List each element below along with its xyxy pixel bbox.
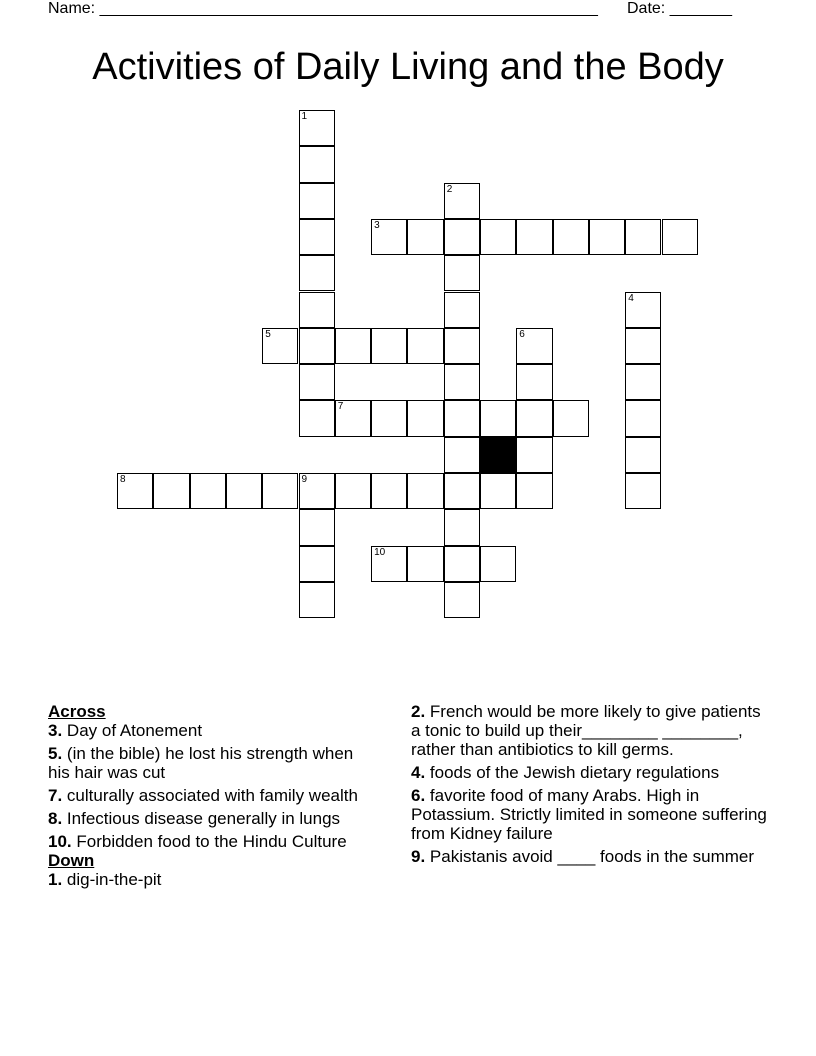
- clue-text: Forbidden food to the Hindu Culture: [76, 832, 347, 851]
- grid-cell[interactable]: [444, 328, 480, 364]
- grid-cell[interactable]: [625, 219, 661, 255]
- grid-cell[interactable]: [516, 364, 552, 400]
- grid-cell[interactable]: [553, 400, 589, 436]
- grid-cell[interactable]: [407, 546, 443, 582]
- date-field[interactable]: Date: _______: [627, 0, 732, 17]
- clue-text: culturally associated with family wealth: [66, 786, 358, 805]
- grid-cell[interactable]: [407, 400, 443, 436]
- grid-cell[interactable]: [299, 509, 335, 545]
- grid-cell[interactable]: [444, 509, 480, 545]
- clues-right-column: [411, 702, 771, 870]
- grid-cell[interactable]: [444, 255, 480, 291]
- clue-number-label: 5: [265, 328, 271, 340]
- grid-cell[interactable]: [480, 473, 516, 509]
- grid-cell[interactable]: [299, 110, 335, 146]
- clue-number-label: 6: [519, 328, 525, 340]
- grid-cell[interactable]: [589, 219, 625, 255]
- clue-number: 3.: [48, 721, 63, 740]
- clue-across-3: [48, 721, 368, 740]
- clue-across-5: [48, 744, 368, 782]
- grid-cell[interactable]: [480, 219, 516, 255]
- grid-cell[interactable]: [625, 328, 661, 364]
- grid-cell[interactable]: [371, 219, 407, 255]
- grid-cell[interactable]: [117, 473, 153, 509]
- clue-text: foods of the Jewish dietary regulations: [429, 763, 720, 782]
- grid-cell[interactable]: [226, 473, 262, 509]
- grid-cell[interactable]: [153, 473, 189, 509]
- clue-text: Day of Atonement: [66, 721, 203, 740]
- name-field[interactable]: Name: ________________________________________________________: [48, 0, 598, 17]
- page-title: Activities of Daily Living and the Body: [92, 46, 724, 88]
- clue-number-label: 10: [374, 546, 386, 558]
- grid-cell[interactable]: [662, 219, 698, 255]
- clue-number-label: 2: [446, 183, 453, 195]
- grid-cell[interactable]: [299, 364, 335, 400]
- clue-number: 7.: [48, 786, 63, 805]
- grid-cell[interactable]: [299, 400, 335, 436]
- clue-across-10: [48, 832, 368, 851]
- clue-number-label: 1: [301, 111, 308, 122]
- clue-text: dig-in-the-pit: [66, 870, 162, 889]
- clue-number-label: 3: [374, 219, 380, 231]
- clue-down-2: [411, 702, 771, 759]
- grid-cell[interactable]: [262, 473, 298, 509]
- grid-cell[interactable]: [335, 400, 371, 436]
- grid-cell[interactable]: [444, 183, 480, 219]
- grid-cell[interactable]: [444, 546, 480, 582]
- clues-left-column: [48, 702, 368, 893]
- grid-cell[interactable]: [299, 546, 335, 582]
- grid-cell[interactable]: [299, 292, 335, 328]
- grid-cell[interactable]: [299, 183, 335, 219]
- grid-cell[interactable]: [480, 400, 516, 436]
- clue-number: 10.: [48, 832, 72, 851]
- grid-cell[interactable]: [444, 400, 480, 436]
- grid-cell[interactable]: [625, 437, 661, 473]
- across-heading: Across: [48, 702, 106, 721]
- grid-cell[interactable]: [371, 473, 407, 509]
- grid-cell[interactable]: [299, 219, 335, 255]
- clue-number: 2.: [411, 702, 426, 721]
- clue-across-8: [48, 809, 368, 828]
- grid-cell[interactable]: [444, 364, 480, 400]
- clue-across-7: [48, 786, 368, 805]
- grid-cell[interactable]: [299, 255, 335, 291]
- clue-number: 6.: [411, 786, 426, 805]
- clue-down-6: [411, 786, 771, 843]
- grid-cell[interactable]: [262, 328, 298, 364]
- grid-cell[interactable]: [371, 328, 407, 364]
- grid-cell[interactable]: [516, 219, 552, 255]
- clue-down-9: [411, 847, 771, 866]
- grid-cell[interactable]: [516, 473, 552, 509]
- grid-cell[interactable]: [444, 292, 480, 328]
- clue-number: 9.: [411, 847, 426, 866]
- grid-cell[interactable]: [299, 473, 335, 509]
- clue-text: Pakistanis avoid ____ foods in the summer: [429, 847, 755, 866]
- grid-cell[interactable]: [371, 400, 407, 436]
- clue-number-label: 7: [337, 401, 344, 413]
- grid-cell[interactable]: [335, 328, 371, 364]
- clue-number-label: 8: [120, 474, 126, 485]
- grid-cell[interactable]: [190, 473, 226, 509]
- clue-text: (in the bible) he lost his strength when his hair was cut: [48, 744, 354, 782]
- grid-cell[interactable]: [516, 437, 552, 473]
- clue-down-4: [411, 763, 771, 782]
- grid-cell[interactable]: [553, 219, 589, 255]
- grid-cell[interactable]: [516, 328, 552, 364]
- grid-cell[interactable]: [335, 473, 371, 509]
- grid-cell[interactable]: [516, 400, 552, 436]
- clue-down-1: [48, 870, 368, 889]
- grid-cell[interactable]: [299, 146, 335, 182]
- grid-cell[interactable]: [371, 546, 407, 582]
- grid-cell[interactable]: [480, 546, 516, 582]
- clue-number: 1.: [48, 870, 63, 889]
- grid-cell[interactable]: [444, 473, 480, 509]
- clue-number-label: 4: [628, 292, 634, 304]
- grid-cell[interactable]: [407, 219, 443, 255]
- clue-number: 5.: [48, 744, 63, 763]
- black-cell: [480, 437, 516, 473]
- clue-number-label: 9: [301, 474, 308, 485]
- grid-cell[interactable]: [625, 400, 661, 436]
- clue-text: Infectious disease generally in lungs: [66, 809, 341, 828]
- grid-cell[interactable]: [299, 582, 335, 618]
- grid-cell[interactable]: [625, 292, 661, 328]
- clue-text: French would be more likely to give patients a tonic to build up their________ ________, rather than antibiotics to kill germs.: [411, 702, 761, 759]
- grid-cell[interactable]: [444, 437, 480, 473]
- grid-cell[interactable]: [407, 328, 443, 364]
- grid-cell[interactable]: [299, 328, 335, 364]
- grid-cell[interactable]: [444, 582, 480, 618]
- grid-cell[interactable]: [444, 219, 480, 255]
- clue-number: 4.: [411, 763, 426, 782]
- grid-cell[interactable]: [625, 473, 661, 509]
- clue-number: 8.: [48, 809, 63, 828]
- down-heading: Down: [48, 851, 95, 870]
- grid-cell[interactable]: [407, 473, 443, 509]
- grid-cell[interactable]: [625, 364, 661, 400]
- clue-text: favorite food of many Arabs. High in Potassium. Strictly limited in someone suffering from Kidney failure: [411, 786, 767, 843]
